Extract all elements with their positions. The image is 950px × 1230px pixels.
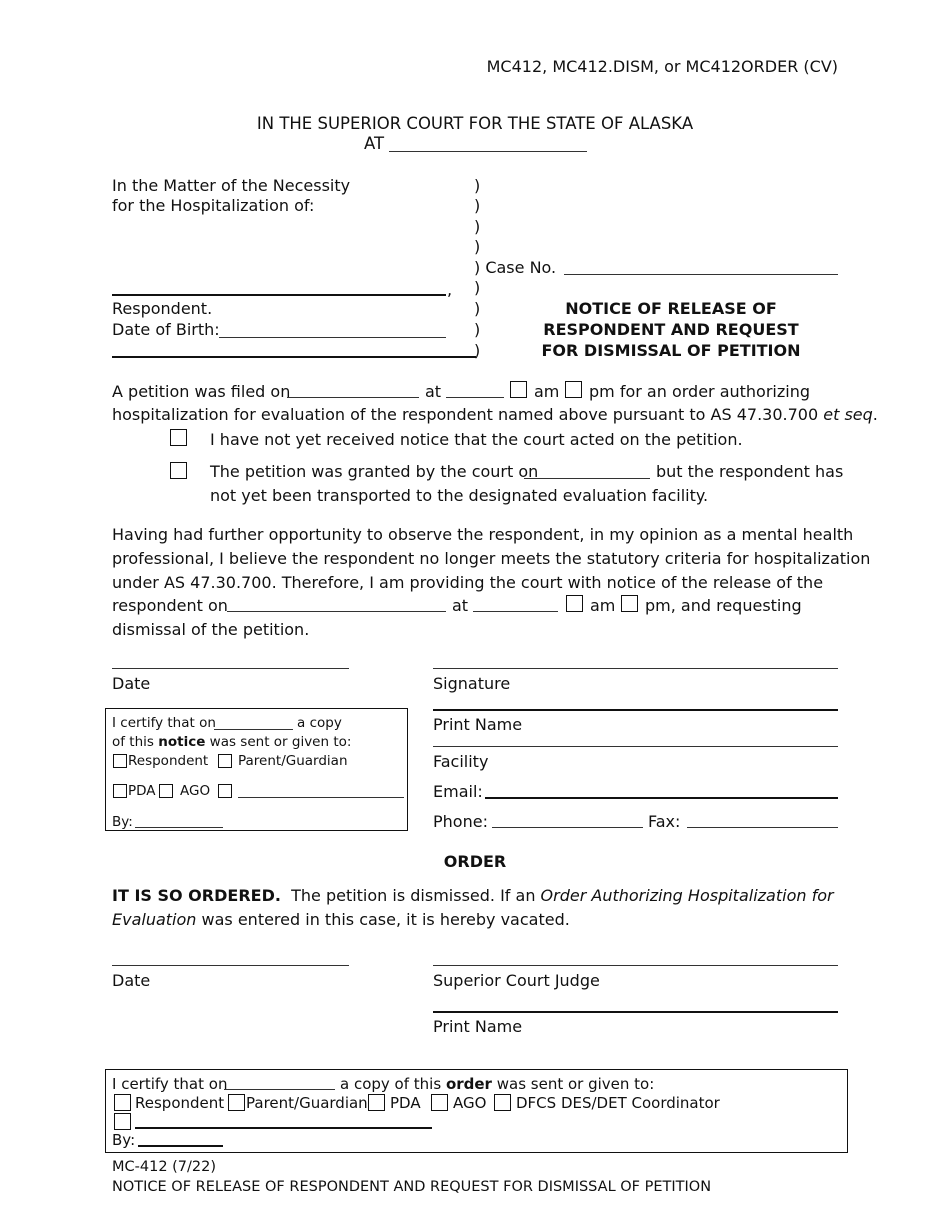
granted-label-b: but the respondent has: [656, 462, 844, 481]
notice-ago-checkbox[interactable]: [159, 784, 173, 798]
facility-line[interactable]: [433, 746, 838, 747]
judge-signature-line[interactable]: [433, 965, 838, 966]
caption-paren: ): [474, 278, 481, 297]
caption-paren: ): [474, 299, 481, 318]
notice-title-2: RESPONDENT AND REQUEST: [543, 320, 799, 339]
phone-field[interactable]: [492, 827, 643, 828]
certify-order-l1: [340, 1075, 654, 1093]
date-label: Date: [112, 674, 151, 693]
order-dfcs-checkbox[interactable]: [494, 1094, 511, 1111]
release-on-label: respondent on: [112, 596, 228, 615]
order-by-label: By:: [112, 1131, 136, 1149]
order-by-field[interactable]: [138, 1145, 223, 1147]
signature-label: Signature: [433, 674, 511, 693]
release-pm-checkbox[interactable]: [621, 595, 638, 612]
dob-label: Date of Birth:: [112, 320, 220, 339]
petition-pm-checkbox[interactable]: [565, 381, 582, 398]
et-seq-text: et seq: [823, 405, 873, 424]
of-this-text: of this: [112, 734, 154, 750]
notice-title-3: FOR DISMISSAL OF PETITION: [541, 341, 801, 360]
granted-label-c: not yet been transported to the designated evaluation facility.: [210, 486, 709, 505]
opinion-line-1: Having had further opportunity to observe the respondent, in my opinion as a mental health: [112, 525, 854, 544]
release-date-field[interactable]: [227, 611, 446, 612]
petition-am-label: am: [534, 382, 560, 401]
order-other-checkbox[interactable]: [114, 1113, 131, 1130]
notice-title-1: NOTICE OF RELEASE OF: [565, 299, 777, 318]
release-time-field[interactable]: [473, 611, 558, 612]
order-respondent-checkbox[interactable]: [114, 1094, 131, 1111]
notice-bold-text: notice: [158, 734, 206, 750]
certify-notice-l2: [112, 734, 351, 750]
release-pm-label: pm, and requesting: [645, 596, 802, 615]
petition-date-field[interactable]: [287, 397, 419, 398]
order-pda-checkbox[interactable]: [368, 1094, 385, 1111]
judge-print-name-label: Print Name: [433, 1017, 523, 1036]
opinion-line-3: under AS 47.30.700. Therefore, I am providing the court with notice of the release of the: [112, 573, 824, 592]
case-no-label: ) Case No.: [474, 258, 557, 277]
notice-parent-label: Parent/Guardian: [238, 753, 348, 769]
caption-paren: ): [474, 237, 481, 256]
notice-by-field[interactable]: [135, 827, 223, 828]
order-other-field[interactable]: [135, 1127, 432, 1129]
respondent-name-field[interactable]: [112, 294, 446, 296]
notice-parent-checkbox[interactable]: [218, 754, 232, 768]
footer-form-title: NOTICE OF RELEASE OF RESPONDENT AND REQUEST FOR DISMISSAL OF PETITION: [112, 1179, 712, 1195]
order-line-2: [112, 910, 570, 929]
petition-filed-label: A petition was filed on: [112, 382, 291, 401]
order-heading: ORDER: [443, 852, 507, 871]
order-bold-text: order: [445, 1075, 492, 1093]
caption-paren: ): [474, 196, 481, 215]
order-date-label: Date: [112, 971, 151, 990]
order-parent-label: Parent/Guardian: [246, 1094, 368, 1112]
order-italic-2: Evaluation: [112, 910, 197, 929]
matter-line-2: for the Hospitalization of:: [112, 196, 315, 215]
granted-label-a: The petition was granted by the court on: [210, 462, 539, 481]
phone-label: Phone:: [433, 812, 488, 831]
date-signature-line[interactable]: [112, 668, 349, 669]
petition-statute-text: hospitalization for evaluation of the respondent named above pursuant to AS 47.30.700: [112, 405, 819, 424]
copy-of-this-text: a copy of this: [340, 1075, 442, 1093]
notice-ago-label: AGO: [180, 783, 211, 799]
caption-comma: ,: [447, 280, 453, 299]
petition-time-field[interactable]: [446, 397, 504, 398]
certify-notice-l1a: I certify that on: [112, 715, 216, 731]
order-line-1: [112, 886, 834, 905]
petition-at-label: at: [425, 382, 442, 401]
certify-order-date-field[interactable]: [224, 1089, 335, 1090]
caption-paren: ): [474, 320, 481, 339]
caption-paren: ): [474, 176, 481, 195]
order-text-2: was entered in this case, it is hereby vacated.: [201, 910, 570, 929]
print-name-line[interactable]: [433, 709, 838, 711]
order-ago-checkbox[interactable]: [431, 1094, 448, 1111]
certify-order-l1a: I certify that on: [112, 1075, 228, 1093]
order-dfcs-label: DFCS DES/DET Coordinator: [516, 1094, 720, 1112]
judge-print-name-line[interactable]: [433, 1011, 838, 1013]
respondent-label: Respondent.: [112, 299, 213, 318]
notice-pda-checkbox[interactable]: [113, 784, 127, 798]
fax-field[interactable]: [687, 827, 838, 828]
not-received-checkbox[interactable]: [170, 429, 187, 446]
case-no-field[interactable]: [564, 274, 838, 275]
order-italic-1: Order Authorizing Hospitalization for: [540, 886, 834, 905]
order-respondent-label: Respondent: [135, 1094, 225, 1112]
matter-line-1: In the Matter of the Necessity: [112, 176, 351, 195]
dob-field[interactable]: [219, 337, 446, 338]
petition-line-2: [112, 405, 878, 424]
opinion-line-2: professional, I believe the respondent no longer meets the statutory criteria for hospitalization: [112, 549, 871, 568]
notice-by-label: By:: [112, 814, 133, 830]
email-field[interactable]: [485, 797, 838, 799]
notice-respondent-label: Respondent: [128, 753, 209, 769]
caption-paren: ): [474, 217, 481, 236]
form-codes: MC412, MC412.DISM, or MC412ORDER (CV): [486, 57, 838, 76]
court-title: IN THE SUPERIOR COURT FOR THE STATE OF ALASKA: [256, 114, 694, 133]
sent-given-text: was sent or given to:: [209, 734, 352, 750]
notice-other-checkbox[interactable]: [218, 784, 232, 798]
notice-respondent-checkbox[interactable]: [113, 754, 127, 768]
period: .: [872, 405, 878, 424]
release-am-label: am: [590, 596, 616, 615]
email-label: Email:: [433, 782, 483, 801]
order-pda-label: PDA: [390, 1094, 421, 1112]
order-ago-label: AGO: [453, 1094, 487, 1112]
caption-paren: ): [474, 341, 481, 360]
certify-notice-l1b: a copy: [297, 715, 342, 731]
footer-form-number: MC-412 (7/22): [112, 1159, 217, 1175]
court-location-field[interactable]: [389, 151, 587, 152]
not-received-label: I have not yet received notice that the court acted on the petition.: [210, 430, 743, 449]
fax-label: Fax:: [648, 812, 681, 831]
so-ordered-text: IT IS SO ORDERED.: [112, 886, 281, 905]
order-sent-given-text: was sent or given to:: [496, 1075, 655, 1093]
order-parent-checkbox[interactable]: [228, 1094, 245, 1111]
judge-label: Superior Court Judge: [433, 971, 600, 990]
notice-pda-label: PDA: [128, 783, 156, 799]
certify-notice-date-field[interactable]: [214, 729, 293, 730]
order-date-line[interactable]: [112, 965, 349, 966]
signature-line[interactable]: [433, 668, 838, 669]
granted-checkbox[interactable]: [170, 462, 187, 479]
notice-other-field[interactable]: [238, 797, 404, 798]
release-am-checkbox[interactable]: [566, 595, 583, 612]
granted-date-field[interactable]: [524, 478, 650, 479]
order-text-1: The petition is dismissed. If an: [291, 886, 536, 905]
print-name-label: Print Name: [433, 715, 523, 734]
petition-am-checkbox[interactable]: [510, 381, 527, 398]
facility-label: Facility: [433, 752, 489, 771]
petition-pm-label: pm for an order authorizing: [589, 382, 811, 401]
at-label: AT: [364, 134, 385, 153]
release-at-label: at: [452, 596, 469, 615]
caption-bottom-rule: [112, 356, 476, 358]
opinion-line-5: dismissal of the petition.: [112, 620, 310, 639]
